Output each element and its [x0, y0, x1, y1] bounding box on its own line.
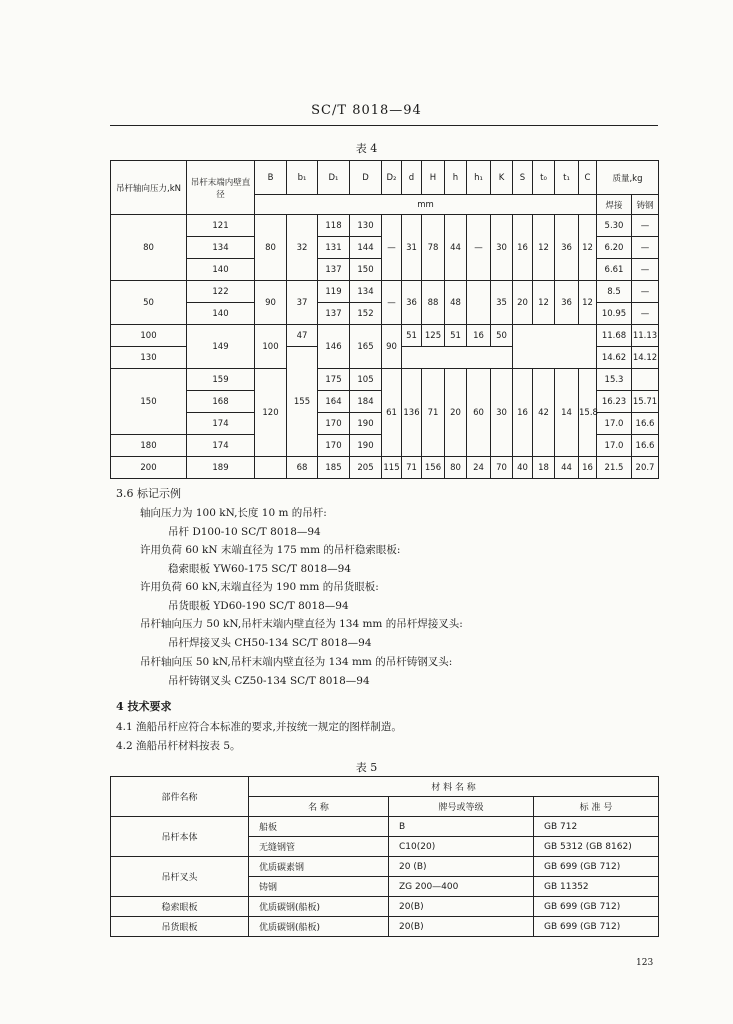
text-line: 吊杆焊接叉头 CH50-134 SC/T 8018—94 — [168, 637, 372, 649]
cell: 20(B) — [389, 897, 534, 917]
cell: 60 — [467, 369, 491, 457]
table-row — [111, 917, 659, 937]
cell: 无缝钢管 — [249, 837, 389, 857]
cell: 30 — [491, 215, 513, 281]
cell: 24 — [467, 457, 491, 479]
th-cell: t₁ — [555, 161, 579, 195]
cell: 120 — [255, 369, 287, 457]
table-row — [111, 161, 659, 195]
cell: — — [382, 215, 402, 281]
cell: 155 — [287, 347, 318, 457]
text-line: 吊杆 D100-10 SC/T 8018—94 — [168, 526, 321, 538]
table-row — [111, 369, 659, 391]
cell: 164 — [318, 391, 350, 413]
th-cell: K — [491, 161, 513, 195]
cell — [255, 457, 287, 479]
th-cell: S — [513, 161, 533, 195]
cell: 121 — [187, 215, 255, 237]
cell: 14 — [555, 369, 579, 457]
cell: 12 — [579, 215, 597, 281]
cell: 137 — [318, 259, 350, 281]
page-number: 123 — [636, 958, 654, 968]
cell: 152 — [350, 303, 382, 325]
cell: 铸钢 — [249, 877, 389, 897]
cell: 200 — [111, 457, 187, 479]
cell: 36 — [402, 281, 422, 325]
cell: 61 — [382, 369, 402, 457]
table-row — [111, 281, 659, 303]
th-cast: 铸钢 — [632, 195, 659, 215]
cell: 吊杆叉头 — [111, 857, 249, 897]
cell: 51 — [445, 325, 467, 347]
cell: 44 — [555, 457, 579, 479]
cell: GB 699 (GB 712) — [534, 857, 659, 877]
cell: 149 — [187, 325, 255, 369]
th-mass: 质量,kg — [597, 161, 659, 195]
paragraph-4-2: 4.2 渔船吊杆材料按表 5。 — [116, 740, 241, 752]
cell: 11.13 — [632, 325, 659, 347]
cell: 134 — [187, 237, 255, 259]
cell: 16.6 — [632, 413, 659, 435]
cell: 47 — [287, 325, 318, 347]
th-inner-diameter: 吊杆末端内壁直径 — [187, 161, 255, 215]
th-material: 材 料 名 称 — [249, 777, 659, 797]
cell: 80 — [111, 215, 187, 281]
cell: 16 — [513, 369, 533, 457]
th-grade: 牌号或等级 — [389, 797, 534, 817]
cell: 119 — [318, 281, 350, 303]
table5-caption: 表 5 — [355, 761, 378, 774]
cell: — — [632, 281, 659, 303]
cell: — — [382, 281, 402, 325]
cell: 16.6 — [632, 435, 659, 457]
cell: 50 — [111, 281, 187, 325]
cell: 80 — [255, 215, 287, 281]
cell: 35 — [491, 281, 513, 325]
cell — [402, 347, 513, 369]
cell: 170 — [318, 413, 350, 435]
cell: 14.62 — [597, 347, 632, 369]
cell: 15.3 — [597, 369, 632, 391]
cell: B — [389, 817, 534, 837]
th-cell: D₁ — [318, 161, 350, 195]
cell: 180 — [111, 435, 187, 457]
cell: 6.61 — [597, 259, 632, 281]
cell: GB 712 — [534, 817, 659, 837]
cell: 31 — [402, 215, 422, 281]
cell: C10(20) — [389, 837, 534, 857]
cell: 6.20 — [597, 237, 632, 259]
cell: — — [632, 303, 659, 325]
cell: 18 — [533, 457, 555, 479]
th-unit: mm — [255, 195, 597, 215]
cell: 15.71 — [632, 391, 659, 413]
cell: 16.23 — [597, 391, 632, 413]
th-cell: b₁ — [287, 161, 318, 195]
cell: 71 — [422, 369, 445, 457]
cell: 20.7 — [632, 457, 659, 479]
cell: 14.12 — [632, 347, 659, 369]
cell: 156 — [422, 457, 445, 479]
cell: 40 — [513, 457, 533, 479]
cell: 175 — [318, 369, 350, 391]
cell: 21.5 — [597, 457, 632, 479]
th-cell: t₀ — [533, 161, 555, 195]
th-cell: h — [445, 161, 467, 195]
text-line: 吊杆轴向压 50 kN,吊杆末端内壁直径为 134 mm 的吊杆铸钢叉头: — [140, 656, 453, 668]
cell: 115 — [382, 457, 402, 479]
cell: 174 — [187, 413, 255, 435]
cell: 205 — [350, 457, 382, 479]
th-cell: B — [255, 161, 287, 195]
cell: 78 — [422, 215, 445, 281]
text-line: 吊杆铸钢叉头 CZ50-134 SC/T 8018—94 — [168, 675, 370, 687]
cell: 优质碳钢(船板) — [249, 897, 389, 917]
cell: 165 — [350, 325, 382, 369]
cell: 159 — [187, 369, 255, 391]
cell: 船板 — [249, 817, 389, 837]
cell: 90 — [382, 325, 402, 369]
cell: 12 — [533, 215, 555, 281]
cell — [513, 325, 597, 369]
cell: 190 — [350, 413, 382, 435]
text-line: 许用负荷 60 kN 末端直径为 175 mm 的吊杆稳索眼板: — [140, 544, 401, 556]
cell: 44 — [445, 215, 467, 281]
cell: 32 — [287, 215, 318, 281]
th-cell: d — [402, 161, 422, 195]
table4-caption: 表 4 — [355, 142, 378, 155]
cell — [467, 281, 491, 325]
cell — [632, 369, 659, 391]
cell: 36 — [555, 215, 579, 281]
cell: 184 — [350, 391, 382, 413]
cell: 146 — [318, 325, 350, 369]
cell: 150 — [350, 259, 382, 281]
th-cell: D — [350, 161, 382, 195]
cell: 189 — [187, 457, 255, 479]
cell: 36 — [555, 281, 579, 325]
cell: 16 — [579, 457, 597, 479]
table-row — [111, 215, 659, 237]
section-4-title: 4 技术要求 — [116, 700, 172, 713]
cell: 5.30 — [597, 215, 632, 237]
cell: 140 — [187, 303, 255, 325]
cell: 吊货眼板 — [111, 917, 249, 937]
cell: 15.8 — [579, 369, 597, 457]
page-header: SC/T 8018—94 — [311, 103, 422, 118]
table-row — [111, 325, 659, 347]
th-force: 吊杆轴向压力,kN — [111, 161, 187, 215]
cell: 137 — [318, 303, 350, 325]
cell: 17.0 — [597, 413, 632, 435]
cell: 吊杆本体 — [111, 817, 249, 857]
cell: 150 — [111, 369, 187, 435]
cell: 130 — [111, 347, 187, 369]
cell: 168 — [187, 391, 255, 413]
cell: 50 — [491, 325, 513, 347]
table-5 — [110, 776, 659, 937]
cell: 90 — [255, 281, 287, 325]
text-line: 许用负荷 60 kN,末端直径为 190 mm 的吊货眼板: — [140, 581, 379, 593]
cell: 71 — [402, 457, 422, 479]
text-line: 吊货眼板 YD60-190 SC/T 8018—94 — [168, 600, 349, 612]
cell: 70 — [491, 457, 513, 479]
cell: 20 — [445, 369, 467, 457]
cell: 17.0 — [597, 435, 632, 457]
cell: 48 — [445, 281, 467, 325]
cell: 优质碳素钢 — [249, 857, 389, 877]
section-3-6-title: 3.6 标记示例 — [116, 487, 181, 500]
table-row — [111, 777, 659, 797]
cell: — — [632, 237, 659, 259]
table-row — [111, 857, 659, 877]
cell: 8.5 — [597, 281, 632, 303]
th-cell: h₁ — [467, 161, 491, 195]
cell: 稳索眼板 — [111, 897, 249, 917]
cell: 16 — [513, 215, 533, 281]
cell: 12 — [533, 281, 555, 325]
cell: 12 — [579, 281, 597, 325]
cell: 118 — [318, 215, 350, 237]
cell: 131 — [318, 237, 350, 259]
cell: 16 — [467, 325, 491, 347]
table-row — [111, 457, 659, 479]
header-rule — [110, 125, 658, 126]
cell: 88 — [422, 281, 445, 325]
paragraph-4-1: 4.1 渔船吊杆应符合本标准的要求,并按统一规定的图样制造。 — [116, 721, 402, 733]
cell: GB 699 (GB 712) — [534, 917, 659, 937]
text-line: 稳索眼板 YW60-175 SC/T 8018—94 — [168, 563, 352, 575]
th-cell: D₂ — [382, 161, 402, 195]
cell: 100 — [111, 325, 187, 347]
cell: 20 — [513, 281, 533, 325]
cell: 11.68 — [597, 325, 632, 347]
table-4 — [110, 160, 659, 479]
cell: 20(B) — [389, 917, 534, 937]
cell: — — [632, 215, 659, 237]
cell: — — [467, 215, 491, 281]
cell: 20 (B) — [389, 857, 534, 877]
cell: 185 — [318, 457, 350, 479]
table-row — [111, 897, 659, 917]
th-standard: 标 准 号 — [534, 797, 659, 817]
cell: 140 — [187, 259, 255, 281]
cell: GB 11352 — [534, 877, 659, 897]
cell: 105 — [350, 369, 382, 391]
cell: 134 — [350, 281, 382, 303]
table-row — [111, 817, 659, 837]
cell: ZG 200—400 — [389, 877, 534, 897]
cell: 68 — [287, 457, 318, 479]
cell: 51 — [402, 325, 422, 347]
cell: — — [632, 259, 659, 281]
cell: 190 — [350, 435, 382, 457]
text-line: 轴向压力为 100 kN,长度 10 m 的吊杆: — [140, 507, 327, 519]
cell: 80 — [445, 457, 467, 479]
cell: 144 — [350, 237, 382, 259]
cell: 37 — [287, 281, 318, 325]
cell: 170 — [318, 435, 350, 457]
th-welded: 焊接 — [597, 195, 632, 215]
cell: 100 — [255, 325, 287, 369]
th-name: 名 称 — [249, 797, 389, 817]
cell: 130 — [350, 215, 382, 237]
cell: 122 — [187, 281, 255, 303]
cell: 10.95 — [597, 303, 632, 325]
th-cell: H — [422, 161, 445, 195]
cell: 174 — [187, 435, 255, 457]
cell: 30 — [491, 369, 513, 457]
cell: GB 699 (GB 712) — [534, 897, 659, 917]
th-part-name: 部件名称 — [111, 777, 249, 817]
cell: 优质碳钢(船板) — [249, 917, 389, 937]
cell: 136 — [402, 369, 422, 457]
cell: GB 5312 (GB 8162) — [534, 837, 659, 857]
cell: 125 — [422, 325, 445, 347]
th-cell: C — [579, 161, 597, 195]
cell: 42 — [533, 369, 555, 457]
text-line: 吊杆轴向压力 50 kN,吊杆末端内壁直径为 134 mm 的吊杆焊接叉头: — [140, 618, 463, 630]
